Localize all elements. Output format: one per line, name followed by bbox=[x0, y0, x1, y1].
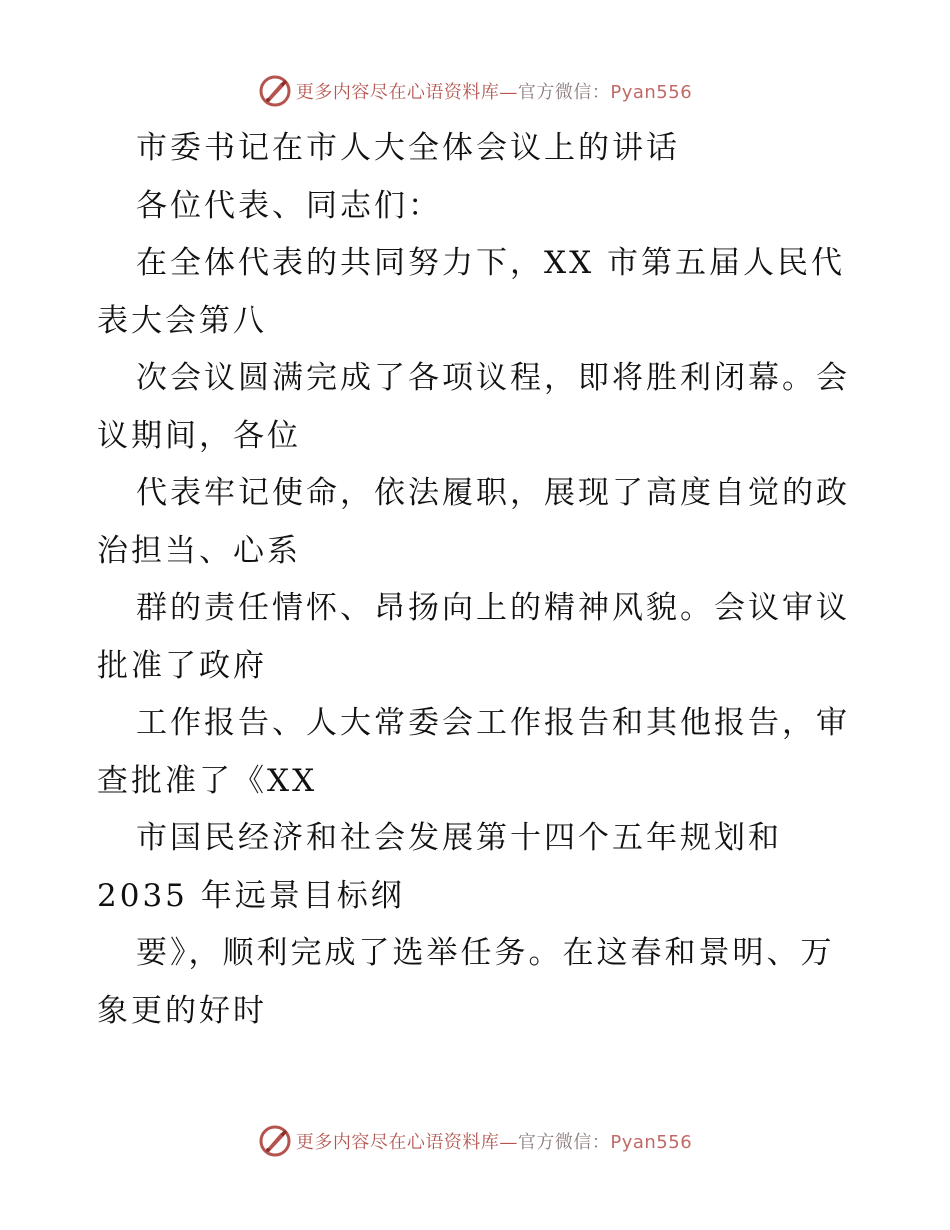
footer-watermark bbox=[0, 1121, 950, 1161]
watermark-wechat-label: 官方微信： bbox=[517, 1132, 611, 1153]
document-line: 表大会第八 bbox=[97, 302, 267, 339]
document-line: 批准了政府 bbox=[97, 647, 267, 684]
document-body bbox=[97, 120, 857, 1040]
document-line: 代表牢记使命，依法履职，展现了高度自觉的政 bbox=[136, 475, 850, 511]
document-line: 次会议圆满完成了各项议程，即将胜利闭幕。会 bbox=[136, 360, 850, 396]
document-line: 2035 年远景目标纲 bbox=[97, 877, 405, 914]
pen-logo-icon bbox=[258, 74, 292, 108]
document-line: 象更的好时 bbox=[97, 992, 267, 1029]
watermark-wechat-id: Pyan556 bbox=[610, 82, 693, 103]
watermark-dash: — bbox=[499, 1132, 518, 1153]
pen-logo-icon bbox=[258, 1124, 292, 1158]
document-title: 市委书记在市人大全体会议上的讲话 bbox=[136, 130, 680, 166]
watermark-dash: — bbox=[499, 82, 518, 103]
watermark-wechat-label: 官方微信： bbox=[517, 82, 611, 103]
document-line: 群的责任情怀、昂扬向上的精神风貌。会议审议 bbox=[136, 590, 850, 626]
document-line: 议期间，各位 bbox=[97, 417, 301, 454]
document-line: 各位代表、同志们： bbox=[136, 187, 442, 224]
watermark-wechat-id: Pyan556 bbox=[610, 1132, 693, 1153]
watermark-text: 更多内容尽在心语资料库 bbox=[295, 82, 500, 103]
document-line: 治担当、心系 bbox=[97, 532, 301, 569]
document-line: 在全体代表的共同努力下，XX 市第五届人民代 bbox=[136, 245, 845, 281]
watermark-text: 更多内容尽在心语资料库 bbox=[295, 1132, 500, 1153]
document-line: 查批准了《XX bbox=[97, 762, 318, 799]
header-watermark bbox=[0, 71, 950, 111]
document-line: 市国民经济和社会发展第十四个五年规划和 bbox=[136, 820, 782, 856]
document-line: 要》，顺利完成了选举任务。在这春和景明、万 bbox=[136, 935, 835, 971]
document-line: 工作报告、人大常委会工作报告和其他报告，审 bbox=[136, 705, 850, 741]
